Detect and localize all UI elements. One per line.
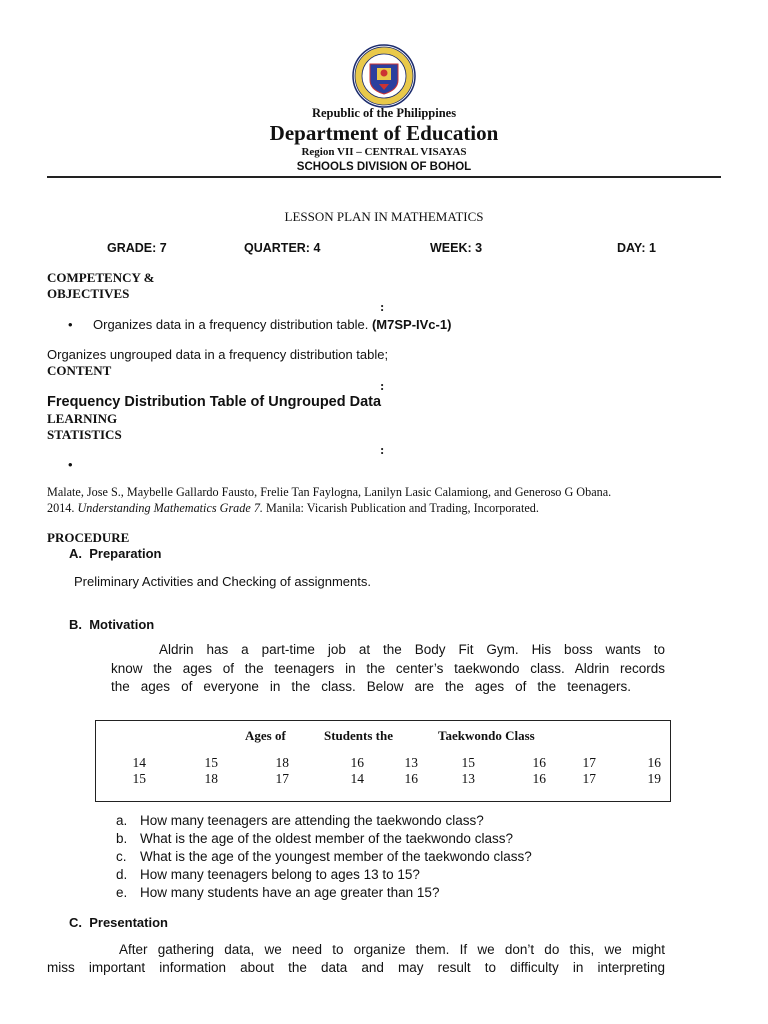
age-cell: 18 [275, 755, 289, 770]
competency-code: (M7SP-IVc-1) [371, 317, 452, 332]
question-text: What is the age of the oldest member of the taekwondo class? [140, 831, 513, 846]
question-letter: a. [116, 813, 128, 828]
age-cell: 16 [532, 755, 546, 770]
reference-line-2 [47, 501, 539, 516]
age-cell: 16 [532, 771, 546, 786]
motivation-line-1 [159, 642, 665, 657]
motivation-line-2 [111, 661, 665, 676]
reference-publisher: Manila: Vicarish Publication and Trading, Incorporated. [266, 501, 539, 515]
competency-bullet [68, 317, 451, 332]
objectives-label: OBJECTIVES [47, 286, 130, 301]
republic-line: Republic of the Philippines [311, 106, 457, 120]
age-cell: 14 [350, 771, 364, 786]
age-cell: 16 [350, 755, 364, 770]
competency-label: COMPETENCY & [47, 270, 155, 285]
bullet-dot: • [68, 317, 73, 332]
motivation-text-1: Aldrin has a part-time job at the Body Fit Gym. His boss wants to [159, 642, 665, 657]
division-line: SCHOOLS DIVISION OF BOHOL [296, 161, 472, 173]
quarter-label: QUARTER: 4 [244, 241, 321, 255]
question-item [116, 849, 532, 864]
presentation-text-2: miss important information about the data and may result to difficulty in interpreting [47, 960, 665, 975]
question-item [116, 813, 484, 828]
age-cell: 17 [582, 755, 596, 770]
age-cell: 16 [647, 755, 661, 770]
grade-label: GRADE: 7 [107, 241, 167, 255]
week-label: WEEK: 3 [430, 241, 483, 255]
motivation-line-3 [111, 679, 631, 694]
header-divider [47, 176, 721, 178]
ages-table-box [95, 720, 671, 802]
question-letter: d. [116, 867, 128, 882]
question-item [116, 831, 513, 846]
question-letter: e. [116, 885, 128, 900]
competency-colon: : [380, 299, 385, 314]
presentation-text-1: After gathering data, we need to organize them. If we don’t do this, we might [119, 942, 665, 957]
age-cell: 15 [461, 755, 475, 770]
reference-book-title: Understanding Mathematics Grade 7. [77, 501, 263, 515]
preparation-heading: A. Preparation [69, 546, 162, 561]
motivation-text-2: know the ages of the teenagers in the center’s taekwondo class. Aldrin records [111, 661, 665, 676]
age-cell: 19 [647, 771, 661, 786]
reference-year: 2014. [47, 501, 75, 515]
age-cell: 18 [204, 771, 218, 786]
table-title-students-the: Students the [324, 728, 393, 743]
learning-colon: : [380, 442, 385, 457]
age-cell: 13 [461, 771, 475, 786]
question-text: How many teenagers are attending the taekwondo class? [140, 813, 484, 828]
motivation-text-3: the ages of everyone in the class. Below are the ages of the teenagers. [111, 679, 631, 694]
question-letter: c. [116, 849, 127, 864]
preparation-text: Preliminary Activities and Checking of assignments. [74, 574, 371, 589]
presentation-line-2 [47, 960, 665, 975]
content-label: CONTENT [47, 363, 112, 378]
age-cell: 17 [275, 771, 289, 786]
content-colon: : [380, 378, 385, 393]
presentation-line-1 [119, 942, 665, 957]
age-cell: 15 [132, 771, 146, 786]
table-title-taekwondo-class: Taekwondo Class [438, 728, 535, 743]
day-label: DAY: 1 [617, 241, 656, 255]
reference-line-1: Malate, Jose S., Maybelle Gallardo Fausto, Frelie Tan Faylogna, Lanilyn Lasic Calamiong, and Generoso G Obana. [47, 485, 612, 499]
lesson-plan-title: LESSON PLAN IN MATHEMATICS [284, 209, 484, 224]
question-text: What is the age of the youngest member of the taekwondo class? [140, 849, 532, 864]
question-letter: b. [116, 831, 128, 846]
learning-label: LEARNING [47, 411, 118, 426]
statistics-label: STATISTICS [47, 427, 122, 442]
procedure-label: PROCEDURE [47, 530, 130, 545]
age-cell: 13 [404, 755, 418, 770]
region-line: Region VII – CENTRAL VISAYAS [301, 146, 467, 158]
question-text: How many students have an age greater than 15? [140, 885, 440, 900]
deped-seal [352, 44, 416, 108]
competency-text: Organizes data in a frequency distribution table. [93, 317, 369, 332]
content-text: Frequency Distribution Table of Ungrouped Data [47, 394, 382, 410]
question-text: How many teenagers belong to ages 13 to 15? [140, 867, 420, 882]
question-item [116, 885, 439, 900]
age-cell: 16 [404, 771, 418, 786]
presentation-heading: C. Presentation [69, 915, 168, 930]
age-cell: 14 [132, 755, 146, 770]
age-cell: 17 [582, 771, 596, 786]
objective-text: Organizes ungrouped data in a frequency distribution table; [47, 347, 389, 362]
table-title-ages-of: Ages of [245, 728, 286, 743]
learning-bullet: • [68, 457, 73, 472]
question-item [116, 867, 420, 882]
motivation-heading: B. Motivation [69, 617, 155, 632]
age-cell: 15 [204, 755, 218, 770]
department-title: Department of Education [269, 121, 499, 145]
